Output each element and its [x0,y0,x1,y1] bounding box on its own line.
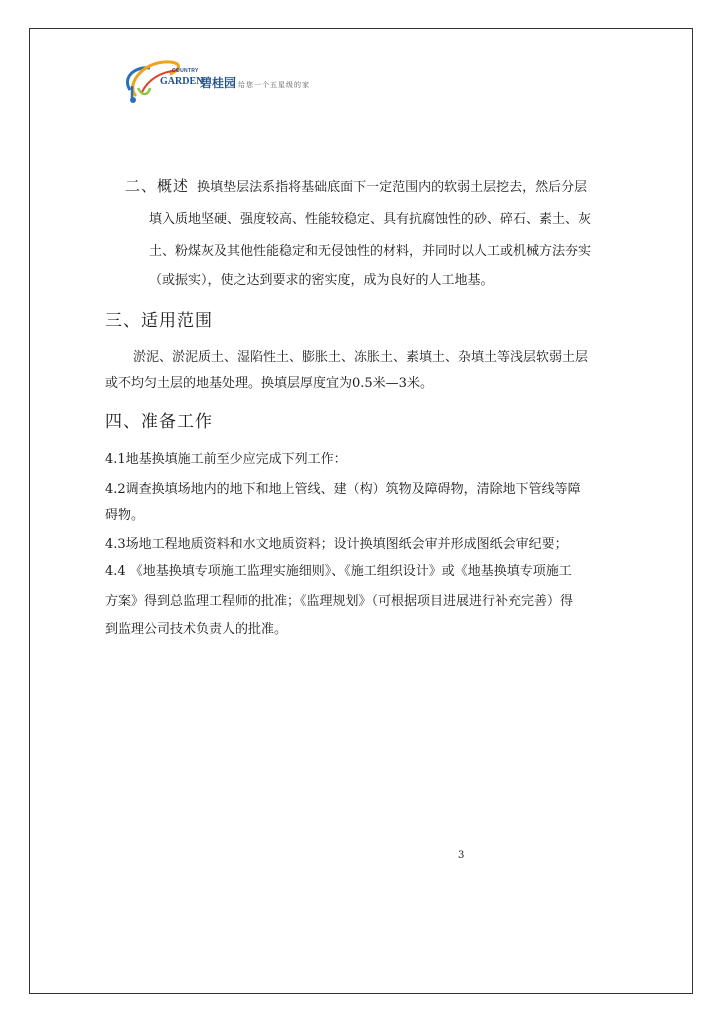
page-number: 3 [458,850,465,861]
section-2-line-2: 填入质地坚硬、强度较高、性能较稳定、具有抗腐蚀性的砂、碎石、素土、灰 [149,212,592,227]
section-4-line-2: 4.2调查换填场地内的地下和地上管线、建（构）筑物及障碍物，清除地下管线等障 [105,482,581,497]
company-header [120,56,440,106]
section-4-title: 四、准备工作 [105,412,213,432]
section-2-line-4: （或振实），使之达到要求的密实度，成为良好的人工地基。 [149,273,494,288]
company-tagline: 给您一个五星级的家 [238,81,310,89]
section-2-title: 二、概述 [125,177,190,195]
section-2-first-line [125,178,587,196]
section-4-line-6: 方案》得到总监理工程师的批准；《监理规划》（可根据项目进展进行补充完善）得 [105,594,574,609]
section-4-line-7: 到监理公司技术负责人的批准。 [105,622,288,637]
section-3-line-2: 或不均匀土层的地基处理。换填层厚度宜为0.5米—3米。 [105,376,433,391]
logo-garden-text: GARDEN [160,76,204,87]
section-3-title: 三、适用范围 [105,311,213,331]
section-4-line-3: 碍物。 [105,508,145,523]
section-4-line-1: 4.1地基换填施工前至少应完成下列工作： [105,452,347,467]
section-4-line-4: 4.3场地工程地质资料和水文地质资料；设计换填图纸会审并形成图纸会审纪要； [105,537,568,552]
section-2-line-1: 换填垫层法系指将基础底面下一定范围内的软弱土层挖去，然后分层 [197,180,588,195]
logo-country-text: COUNTRY [172,68,199,74]
section-4-line-5: 4.4 《地基换填专项施工监理实施细则》、《施工组织设计》或《地基换填专项施工 [105,564,572,579]
section-3-line-1: 淤泥、淤泥质土、湿陷性土、膨胀土、冻胀土、素填土、杂填土等浅层软弱土层 [133,350,589,365]
section-2-line-3: 土、粉煤灰及其他性能稳定和无侵蚀性的材料，并同时以人工或机械方法夯实 [149,244,592,259]
logo-chinese-name: 碧桂园 [200,76,237,90]
